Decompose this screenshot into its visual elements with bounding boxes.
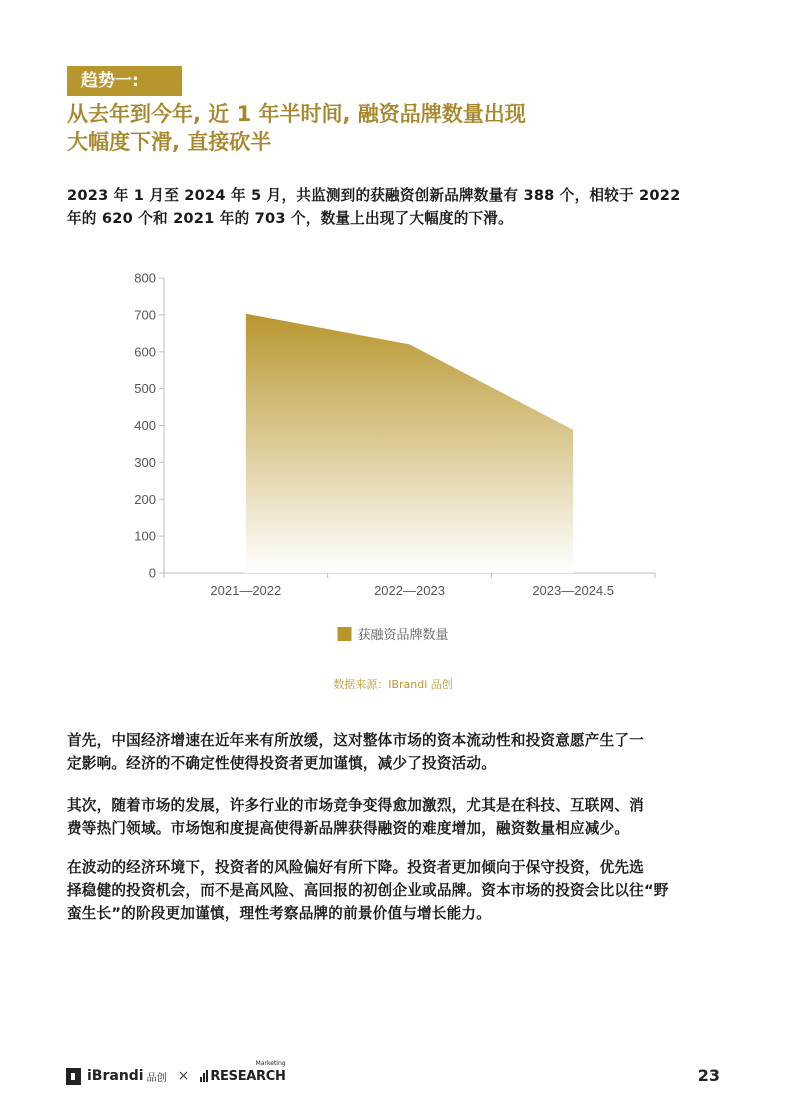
y-tick-label: 700 xyxy=(134,307,156,323)
financing-area-chart xyxy=(0,255,786,675)
y-tick-label: 600 xyxy=(134,344,156,360)
collab-times: × xyxy=(177,1068,190,1084)
headline-line-2: 大幅度下滑, 直接砍半 xyxy=(67,130,272,154)
y-tick-label: 400 xyxy=(134,418,156,433)
y-tick-label: 100 xyxy=(134,528,156,544)
intro-paragraph xyxy=(67,184,727,230)
research-bars-icon xyxy=(200,1070,208,1082)
paragraph-line: 定影响。经济的不确定性使得投资者更加谨慎，减少了投资活动。 xyxy=(67,755,497,772)
ibrandi-logo-icon xyxy=(66,1068,81,1085)
footer-logos xyxy=(66,1059,286,1088)
paragraph-line: 择稳健的投资机会，而不是高风险、高回报的初创企业或品牌。资本市场的投资会比以往“野 xyxy=(67,882,669,899)
x-tick-label: 2022—2023 xyxy=(374,583,445,598)
legend-swatch xyxy=(338,627,352,641)
data-source: 数据来源：IBrandi 品创 xyxy=(333,678,453,691)
y-tick-label: 500 xyxy=(134,381,156,397)
marketing-label: Marketing xyxy=(255,1059,286,1067)
page-number: 23 xyxy=(697,1066,720,1085)
paragraph-2 xyxy=(67,794,727,840)
paragraph-line: 费等热门领域。市场饱和度提高使得新品牌获得融资的难度增加，融资数量相应减少。 xyxy=(67,820,630,837)
series-area xyxy=(246,314,573,573)
paragraph-line: 在波动的经济环境下，投资者的风险偏好有所下降。投资者更加倾向于保守投资，优先选 xyxy=(67,859,644,876)
paragraph-line: 蛮生长”的阶段更加谨慎，理性考察品牌的前景价值与增长能力。 xyxy=(67,905,492,922)
research-logo xyxy=(200,1059,286,1084)
y-tick-label: 0 xyxy=(148,565,156,581)
paragraph-1 xyxy=(67,729,727,775)
research-text: RESEARCH xyxy=(210,1068,286,1084)
brand-name: iBrandi xyxy=(87,1068,144,1084)
paragraph-3 xyxy=(67,856,727,925)
section-tag: 趋势一: xyxy=(67,66,182,96)
brand-cn: 品创 xyxy=(146,1072,167,1084)
y-tick-label: 200 xyxy=(134,491,156,507)
legend-label: 获融资品牌数量 xyxy=(357,628,449,643)
y-tick-label: 300 xyxy=(134,454,156,470)
intro-line: 2023 年 1 月至 2024 年 5 月，共监测到的获融资创新品牌数量有 388 个，相较于 2022 xyxy=(67,187,681,204)
x-tick-label: 2023—2024.5 xyxy=(532,583,615,598)
section-headline xyxy=(67,100,717,156)
paragraph-line: 其次，随着市场的发展，许多行业的市场竞争变得愈加激烈，尤其是在科技、互联网、消 xyxy=(67,797,644,814)
paragraph-line: 首先，中国经济增速在近年来有所放缓，这对整体市场的资本流动性和投资意愿产生了一 xyxy=(67,732,644,749)
headline-line-1: 从去年到今年, 近 1 年半时间, 融资品牌数量出现 xyxy=(67,102,526,126)
x-tick-label: 2021—2022 xyxy=(210,583,282,598)
intro-line: 年的 620 个和 2021 年的 703 个，数量上出现了大幅度的下滑。 xyxy=(67,210,513,227)
y-tick-label: 800 xyxy=(134,270,156,286)
